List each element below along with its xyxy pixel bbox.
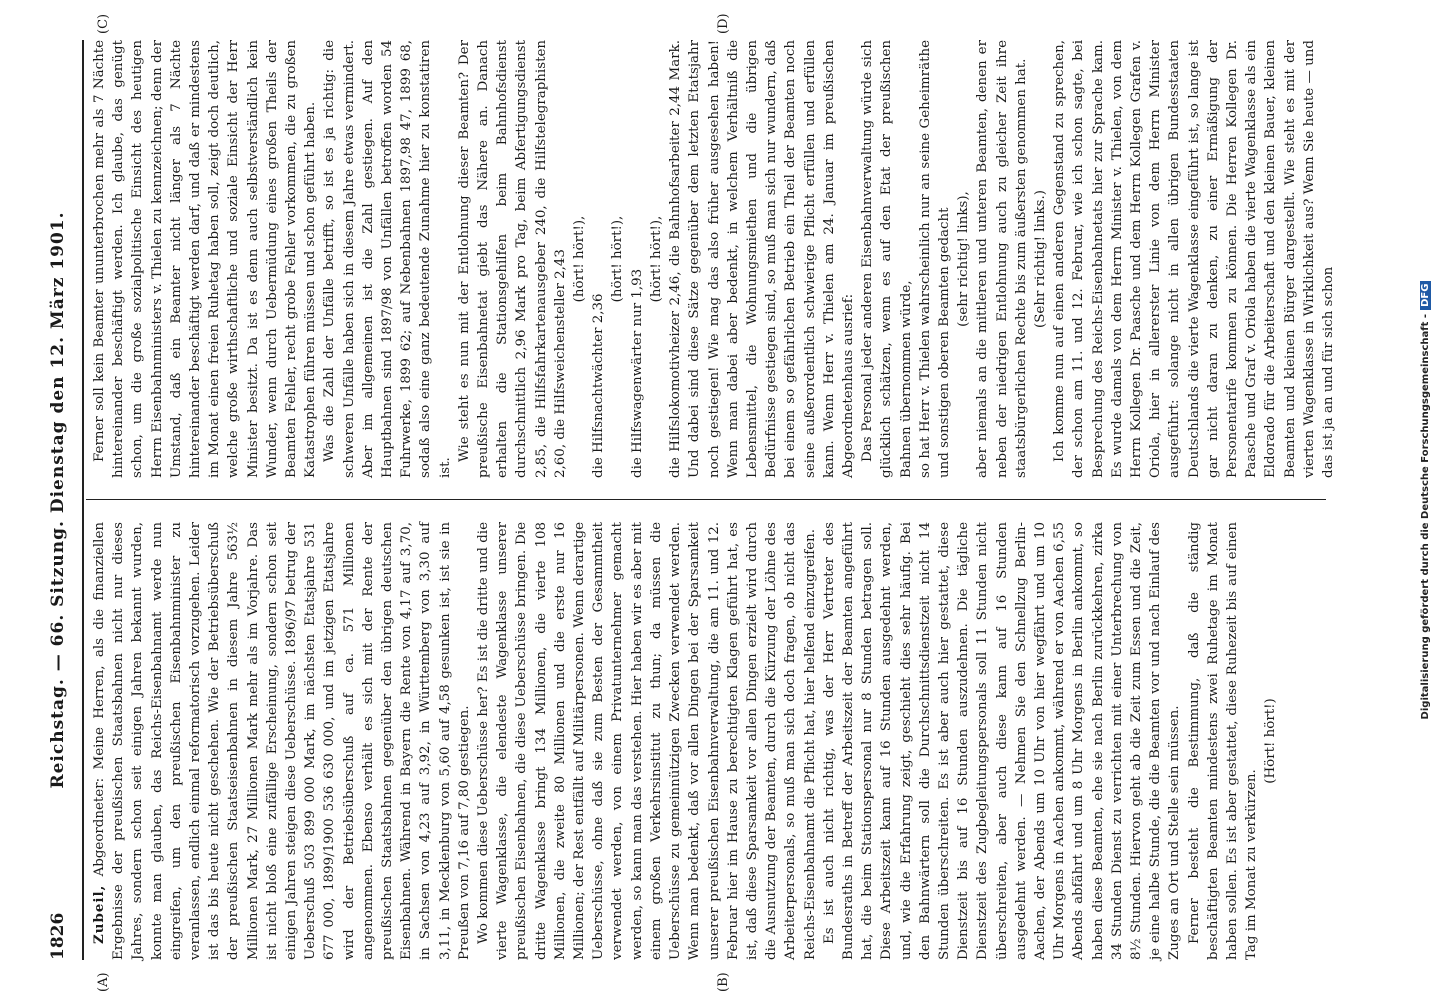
paragraph bbox=[1050, 40, 1338, 478]
paragraph-text: Wo kommen diese Ueberschüsse her? Es ist die dritte und die vierte Wagenklasse, die elendeste Wagenklasse unserer preußischen Eisenbahnen, die diese Ueberschüsse bringen. Die dritte Wagenklasse bringt 134 Millionen, die vierte 108 Millionen, die zweite 80 Millionen und die erste nur 16 Millionen; der Rest entfällt auf Militärpersonen. Wenn derartige Ueberschüsse, ohne daß sie zum Besten der Gesammtheit verwendet werden, von einem Privatunternehmer gemacht werden, so kann man das verstehen. Hier haben wir es aber mit einem großen Verkehrsinstitut zu thun; da müssen die Ueberschüsse zu gemeinnützigen Zwecken verwendet werden. Wenn man bedenkt, daß vor allen Dingen bei der Sparsamkeit unserer preußischen Eisenbahnverwaltung, die am 11. und 12. Februar hier im Hause zu berechtigten Klagen geführt hat, es ist, daß diese Sparsamkeit vor allen Dingen erzielt wird durch die Ausnutzung der Beamten, durch die Kürzung der Löhne des Arbeiterpersonals, so muß man sich doch fragen, ob nicht das Reichs-Eisenbahnamt die Pflicht hat, hier helfend einzugreifen. bbox=[476, 522, 818, 960]
paragraph bbox=[954, 40, 973, 478]
paragraph-text: Ferner besteht die Bestimmung, daß die ständig beschäftigten Beamten mindestens zwei Ruhetage im Monat haben sollen. Es ist aber gestattet, diese Ruhezeit bis auf einen Tag im Monat zu verkürzen. bbox=[1186, 522, 1260, 960]
paragraph bbox=[820, 522, 1185, 960]
margin-marker-b: (B) bbox=[716, 972, 731, 992]
paragraph-text: (hört! hört!), bbox=[572, 215, 588, 303]
paragraph bbox=[90, 40, 320, 478]
paragraph bbox=[608, 40, 627, 478]
paragraph-text: (hört! hört!), bbox=[648, 215, 664, 303]
paragraph-text: (Hört! hört!) bbox=[1263, 698, 1279, 784]
margin-marker-a: (A) bbox=[96, 972, 111, 992]
paragraph-text: Ich komme nun auf einen anderen Gegenstand zu sprechen, der schon am 11. und 12. Februar, wie ich schon sagte, bei Besprechung des Reichs-Eisenbahnetats hier zur Sprache kam. Es wurde damals von dem Herrn Minister v. Thielen, von dem Herrn Kollegen Dr. Paasche und dem Herrn Kollegen Grafen v. Oriola, hier in allererster Linie von dem Herrn Minister ausgeführt: solange nicht in allen übrigen Bundesstaaten Deutschlands die vierte Wagenklasse eingeführt ist, so lange ist gar nicht daran zu denken, zu einer Ermäßigung der Personentarife kommen zu können. Die Herren Kollegen Dr. Paasche und Graf v. Oriola haben die vierte Wagenklasse als ein Eldorado für die Arbeiterschaft und den kleinen Bauer, kleinen Beamten und kleinen Bürger dargestellt. Wie steht es mit der vierten Wagenklasse in Wirklichkeit aus? Wenn Sie heute — und das ist ja an und für sich schon bbox=[1052, 40, 1336, 478]
paragraph bbox=[1031, 40, 1050, 478]
paragraph-text: Abgeordneter: Meine Herren, als die finanziellen Ergebnisse der preußischen Staatsbahnen nicht nur dieses Jahres, sondern schon seit einigen Jahren bekannt wurden, konnte man glauben, das Reichs-Eisenbahnamt werde nun eingreifen, um den preußischen Eisenbahnminister zu veranlassen, endlich einmal reformatorisch vorzugehen. Leider ist das bis heute nicht geschehen. Wie der Betriebsüberschuß der preußischen Staatseisenbahnen in diesem Jahre 563½ Millionen Mark, 27 Millionen Mark mehr als im Vorjahre. Das ist nicht bloß eine zufällige Erscheinung, sondern schon seit einigen Jahren steigen diese Ueberschüsse. 1896/97 betrug der Ueberschuß 503 899 000 Mark, im nächsten Etatsjahre 531 677 000, 1899/1900 536 630 000, und im jetzigen Etatsjahre wird der Betriebsüberschuß auf ca. 571 Millionen angenommen. Ebenso verhält es sich mit der Rente der preußischen Staatsbahnen gegenüber den übrigen deutschen Eisenbahnen. Während in Bayern die Rente von 4,17 auf 3,70, in Sachsen von 4,23 auf 3,92, in Württemberg von 3,30 auf 3,11, in Mecklenburg von 5,60 auf 4,58 gesunken ist, ist sie in Preußen von 7,16 auf 7,80 gestiegen. bbox=[92, 522, 472, 960]
paragraph bbox=[320, 40, 454, 478]
margin-marker-d: (D) bbox=[716, 13, 731, 34]
paragraph-text: aber niemals an die mittleren und unteren Beamten, denen er neben der niedrigen Entlohnung auch zu gleicher Zeit ihre staatsbürgerlichen Rechte bis zum äußersten genommen hat. bbox=[975, 40, 1029, 478]
paragraph-text: Wie steht es nun mit der Entlohnung dieser Beamten? Der preußische Eisenbahnetat giebt das Nähere an. Danach erhalten die Stationsgehilfen beim Bahnhofsdienst durchschnittlich 2,96 Mark pro Tag, beim Abfertigungsdienst 2,85, die Hilfsfahrkartenausgeber 240, die Hilfstelegraphisten 2,60, die Hilfsweichensteller 2,43 bbox=[456, 40, 568, 478]
paragraph bbox=[90, 522, 474, 960]
paragraph-text: (sehr richtig! links), bbox=[956, 191, 972, 327]
paragraph bbox=[916, 40, 954, 478]
dfg-logo: DFG bbox=[1420, 281, 1431, 310]
paragraph bbox=[455, 40, 570, 478]
paragraph-text: Was die Zahl der Unfälle betrifft, so ist es ja richtig: die schweren Unfälle haben sich in diesem Jahre etwas vermindert. Aber im allgemeinen ist die Zahl gestiegen. Auf den Hauptbahnen sind 1897/98 von Unfällen betroffen worden 54 Fuhrwerke, 1899 62; auf Nebenbahnen 1897,98 47, 1899 68, sodaß also eine ganz bedeutende Zunahme hier zu konstatiren ist. bbox=[322, 40, 453, 478]
header-rule bbox=[82, 40, 84, 960]
paragraph bbox=[1261, 522, 1280, 960]
margin-marker-c: (C) bbox=[96, 13, 111, 34]
paragraph bbox=[474, 522, 820, 960]
credit-text: Digitalisierung gefördert durch die Deutsche Forschungsgemeinschaft - bbox=[1420, 313, 1431, 720]
paragraph bbox=[570, 40, 589, 478]
page-title: Reichstag. — 66. Sitzung. Dienstag den 12. März 1901. bbox=[48, 211, 68, 789]
left-column bbox=[90, 522, 1300, 960]
paragraph-text: die Hilfsnachtwächter 2,36 bbox=[591, 293, 607, 478]
paragraph bbox=[666, 40, 858, 478]
paragraph-text: so hat Herr v. Thielen wahrscheinlich nur an seine Geheimräthe und sonstigen oberen Beamten gedacht bbox=[917, 40, 952, 478]
paragraph-text: (hört! hört!), bbox=[610, 215, 626, 303]
paragraph bbox=[647, 40, 666, 478]
digitization-credit bbox=[1420, 20, 1434, 980]
page-header bbox=[40, 40, 80, 960]
paragraph bbox=[589, 40, 608, 478]
paragraph bbox=[858, 40, 916, 478]
paragraph bbox=[628, 40, 647, 478]
column-divider bbox=[86, 499, 1326, 500]
paragraph-text: die Hilfswagenwärter nur 1,93 bbox=[629, 268, 645, 478]
speaker-name: Zubeil, bbox=[91, 884, 107, 944]
paragraph-text: Das Personal jeder anderen Eisenbahnverwaltung würde sich glücklich schätzen, wenn es auf den Etat der preußischen Bahnen übernommen würde, bbox=[860, 40, 914, 478]
paragraph-text: (Sehr richtig! links.) bbox=[1032, 190, 1048, 328]
paragraph-text: Ferner soll kein Beamter ununterbrochen mehr als 7 Nächte hintereinander beschäftigt werden. Ich glaube, das genügt schon, um die große sozialpolitische Einsicht des heutigen Herrn Eisenbahnministers v. Thielen zu kennzeichnen; denn der Umstand, daß ein Beamter nicht länger als 7 Nächte hintereinander beschäftigt werden darf, und daß er mindestens im Monat einen freien Ruhetag haben soll, zeigt doch deutlich, welche große wirthschaftliche und soziale Einsicht der Herr Minister besitzt. Da ist es denn auch selbstverständlich kein Wunder, wenn durch Uebermüdung eines großen Theils der Beamten Fehler, recht grobe Fehler vorkommen, die zu großen Katastrophen führen müssen und schon geführt haben. bbox=[92, 40, 319, 478]
page-number: 1826 bbox=[48, 912, 68, 960]
paragraph bbox=[1185, 522, 1262, 960]
paragraph-text: die Hilfslokomotivheizer 2,46, die Bahnhofsarbeiter 2,44 Mark. Und dabei sind diese Sätze gegenüber dem letzten Etatsjahr noch gestiegen! Wie mag das also früher ausgesehen haben! Wenn man dabei aber bedenkt, in welchem Verhältniß die Lebensmittel, die Wohnungsmiethen und die übrigen Bedürfnisse gestiegen sind, so muß man sich nur wundern, daß bei einem so gefährlichen Betrieb ein Theil der Beamten noch seine außerordentlich schwierige Pflicht erfüllen und erfüllen kann. Wenn Herr v. Thielen am 24. Januar im preußischen Abgeordnetenhaus ausrief: bbox=[668, 40, 856, 478]
paragraph-text: Es ist auch nicht richtig, was der Herr Vertreter des Bundesraths in Betreff der Arbeitszeit der Beamten angeführt hat, die beim Stationspersonal nur 8 Stunden betragen soll. Diese Arbeitszeit kann auf 16 Stunden ausgedehnt werden, und, wie die Erfahrung zeigt, geschieht dies sehr häufig. Bei den Bahnwärtern soll die Durchschnittsdienstzeit nicht 14 Stunden überschreiten. Es ist aber auch hier gestattet, diese Dienstzeit bis auf 16 Stunden auszudehnen. Die tägliche Dienstzeit des Zugbegleitungspersonals soll 11 Stunden nicht überschreiten, aber auch diese kann auf 16 Stunden ausgedehnt werden. — Nehmen Sie den Schnellzug Berlin-Aachen, der Abends um 10 Uhr von hier wegfährt und um 10 Uhr Morgens in Aachen ankommt, während er von Aachen 6,55 Abends abfährt und um 8 Uhr Morgens in Berlin ankommt, so haben diese Beamten, ehe sie nach Berlin zurückkehren, zirka 34 Stunden Dienst zu verrichten mit einer Unterbrechung von 8½ Stunden. Hiervon geht ab die Zeit zum Essen und die Zeit, je eine halbe Stunde, die die Beamten vor und nach Einlauf des Zuges an Ort und Stelle sein müssen. bbox=[821, 522, 1183, 960]
right-column bbox=[90, 40, 1336, 478]
paragraph bbox=[973, 40, 1031, 478]
